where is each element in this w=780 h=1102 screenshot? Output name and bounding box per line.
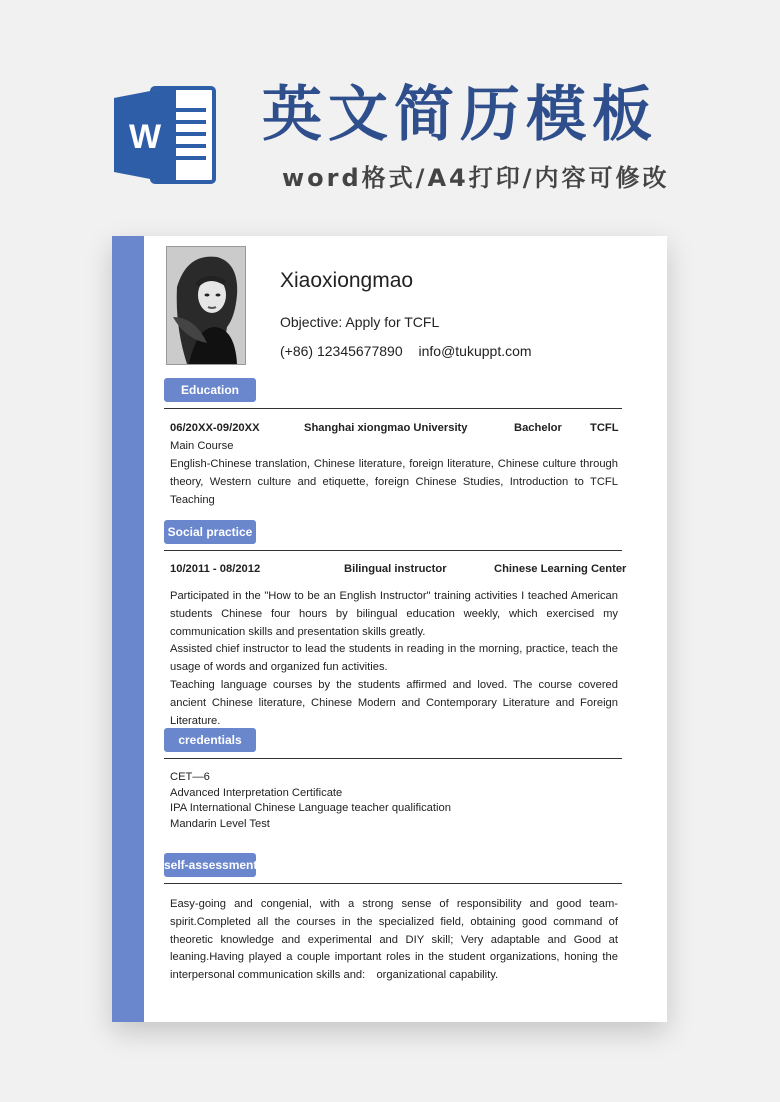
word-logo-icon (112, 80, 222, 190)
education-school: Shanghai xiongmao University (304, 422, 468, 434)
contact-line (280, 343, 532, 359)
social-paragraph-1: Participated in the "How to be an English Instructor" training activities I teached American students Chinese four hours by bilingual education weekly, which exercised my communication skills and presentation skills greatly. (170, 590, 618, 638)
education-major: TCFL (590, 422, 619, 434)
credential-item: Mandarin Level Test (170, 817, 270, 830)
education-courses: English-Chinese translation, Chinese literature, foreign literature, Chinese culture through theory, Western culture and etiquette, foreign Chinese Studies, Introduction to TCFL Teaching (170, 458, 618, 506)
social-rule (164, 550, 622, 551)
self-assessment-text: Easy-going and congenial, with a strong sense of responsibility and good team-spirit.Completed all the courses in the specialized field, obtaining good command of theoretic knowledge and experimental and DIY skill; Very adaptable and Good at leaning.Having played a couple important roles in the student organizations, honing the interpersonal communication skills and: organizational capability. (170, 898, 618, 982)
social-role: Bilingual instructor (344, 563, 447, 575)
banner-subtitle: word格式/A4打印/内容可修改 (282, 164, 670, 192)
education-heading: Education (164, 378, 256, 402)
accent-side-bar (112, 236, 144, 1022)
banner-title: 英文简历模板 (262, 80, 658, 150)
phone: (+86) 12345677890 (280, 343, 403, 359)
social-org: Chinese Learning Center (494, 563, 627, 575)
social-date: 10/2011 - 08/2012 (170, 563, 261, 575)
credential-item: IPA International Chinese Language teacher qualification (170, 802, 451, 815)
resume-page (112, 236, 667, 1022)
education-date: 06/20XX-09/20XX (170, 422, 260, 434)
word-logo-letter: W (128, 118, 162, 156)
profile-photo (166, 246, 246, 365)
objective: Objective: Apply for TCFL (280, 314, 440, 330)
social-paragraph-2: Assisted chief instructor to lead the students in reading in the morning, practice, teach the usage of words and organized fun activities. (170, 643, 618, 673)
self-assessment-heading: self-assessment (164, 853, 256, 877)
credentials-list (170, 770, 451, 832)
education-rule (164, 408, 622, 409)
social-paragraph-3: Teaching language courses by the students affirmed and loved. The course covered ancient Chinese literature, Chinese Modern and Contemporary Literature and Foreign Literature. (170, 679, 618, 727)
education-degree: Bachelor (514, 422, 562, 434)
credential-item: CET—6 (170, 771, 210, 783)
email: info@tukuppt.com (418, 343, 532, 359)
self-assessment-rule (164, 883, 622, 884)
credentials-rule (164, 758, 622, 759)
candidate-name: Xiaoxiongmao (280, 269, 414, 292)
education-course-label: Main Course (170, 440, 234, 452)
credential-item: Advanced Interpretation Certificate (170, 786, 343, 799)
social-heading: Social practice (164, 520, 256, 544)
credentials-heading: credentials (164, 728, 256, 752)
